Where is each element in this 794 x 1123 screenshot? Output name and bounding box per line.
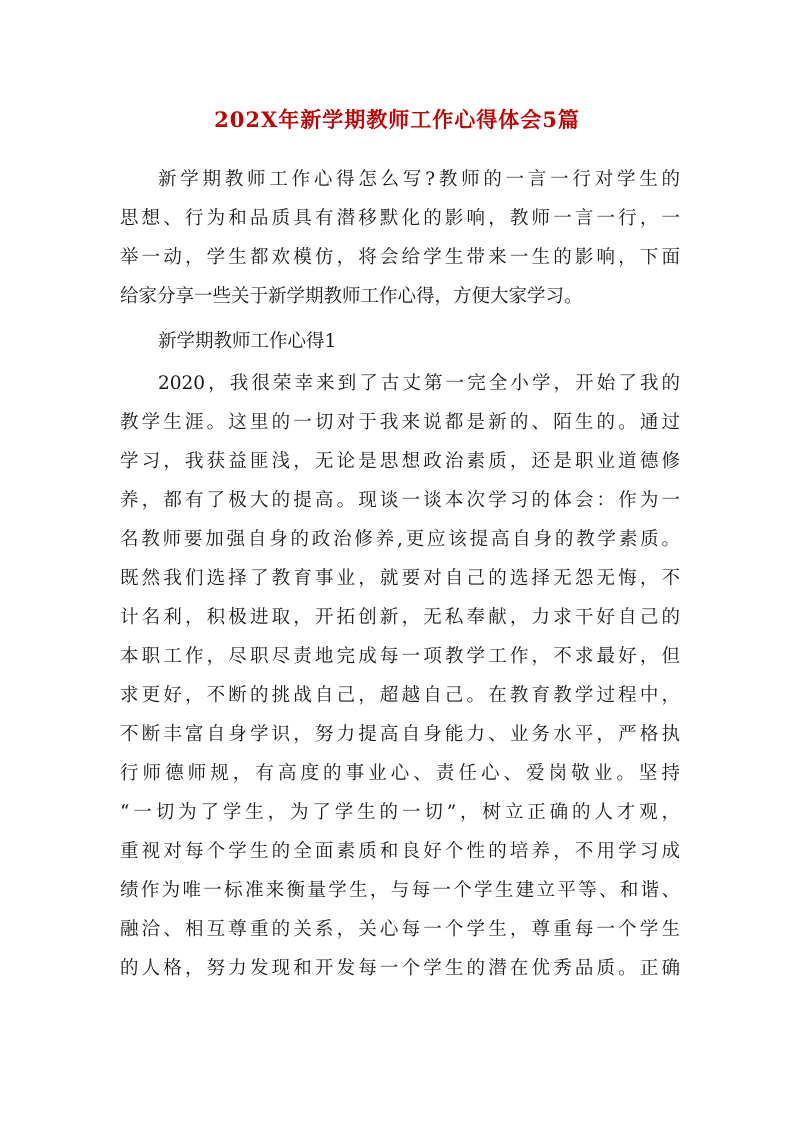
paragraph-line-intro-2: 思想、行为和品质具有潜移默化的影响，教师一言一行，一 xyxy=(120,208,680,229)
paragraph-line-6: 既然我们选择了教育事业，就要对自己的选择无怨无悔，不 xyxy=(120,568,680,589)
paragraph-line-intro-4: 给家分享一些关于新学期教师工作心得，方便大家学习。 xyxy=(120,286,583,307)
paragraph-line-5: 名教师要加强自身的政治修养,更应该提高自身的教学素质。 xyxy=(120,529,680,550)
paragraph-line-15: 融洽、相互尊重的关系，关心每一个学生，尊重每一个学生 xyxy=(120,919,680,940)
paragraph-line-9: 求更好，不断的挑战自己，超越自己。在教育教学过程中， xyxy=(120,685,680,706)
paragraph-line-12: “一切为了学生，为了学生的一切”，树立正确的人才观， xyxy=(120,802,680,823)
paragraph-line-7: 计名利，积极进取，开拓创新，无私奉献，力求干好自己的 xyxy=(120,607,680,628)
paragraph-line-4: 养，都有了极大的提高。现谈一谈本次学习的体会：作为一 xyxy=(120,490,680,511)
paragraph-line-8: 本职工作，尽职尽责地完成每一项教学工作，不求最好，但 xyxy=(120,646,680,667)
paragraph-line-intro-3: 举一动，学生都欢模仿，将会给学生带来一生的影响，下面 xyxy=(120,247,680,268)
paragraph-line-13: 重视对每个学生的全面素质和良好个性的培养，不用学习成 xyxy=(120,841,680,862)
paragraph-line-11: 行师德师规，有高度的事业心、责任心、爱岗敬业。坚持 xyxy=(120,763,680,784)
paragraph-line-14: 绩作为唯一标准来衡量学生，与每一个学生建立平等、和谐、 xyxy=(120,880,680,901)
paragraph-line-intro-1: 新学期教师工作心得怎么写?教师的一言一行对学生的 xyxy=(158,169,680,190)
paragraph-line-16: 的人格，努力发现和开发每一个学生的潜在优秀品质。正确 xyxy=(120,958,680,979)
paragraph-line-1: 2020，我很荣幸来到了古丈第一完全小学，开始了我的 xyxy=(158,373,680,394)
paragraph-line-10: 不断丰富自身学识，努力提高自身能力、业务水平，严格执 xyxy=(120,724,680,745)
paragraph-line-3: 学习，我获益匪浅，无论是思想政治素质，还是职业道德修 xyxy=(120,451,680,472)
document-title: 202X年新学期教师工作心得体会5篇 xyxy=(214,107,580,132)
paragraph-line-2: 教学生涯。这里的一切对于我来说都是新的、陌生的。通过 xyxy=(120,412,680,433)
section-heading-1: 新学期教师工作心得1 xyxy=(158,331,337,352)
